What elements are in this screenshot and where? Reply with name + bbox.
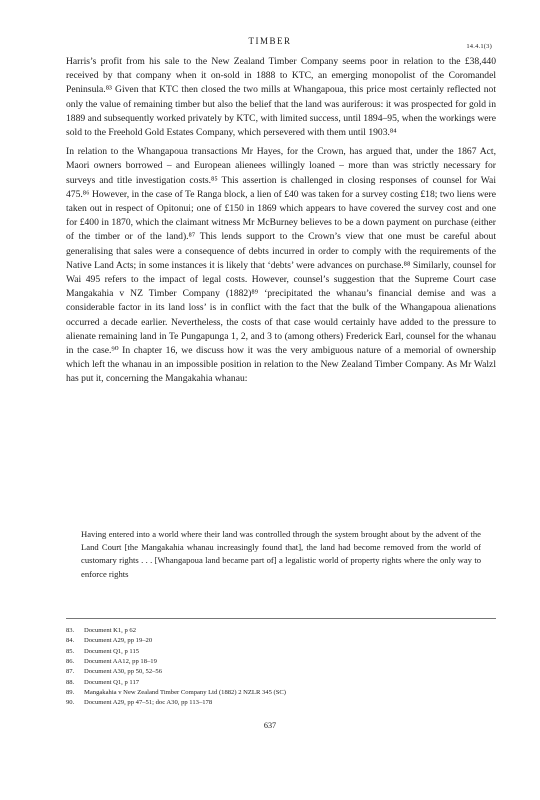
footnote-text: Document A30, pp 50, 52–56 [84,668,163,676]
paragraph: In relation to the Whangapoua transactions Mr Hayes, for the Crown, has argued that, under the 1867 Act, Maori owners borrowed – and European alienees willingly loaned – more than was strictly necessary for surveys and title investigation costs.⁸⁵ This assertion is challenged in closing responses of counsel for Wai 475.⁸⁶ However, in the case of Te Ranga block, a lien of £40 was taken for a survey costing £18; two liens were taken out in respect of Opitonui; one of £150 in 1869 which appears to have covered the survey cost and one for £400 in 1870, which the claimant witness Mr McBurney believes to be a down payment on purchase (either of the timber or of the land).⁸⁷ This lends support to the Crown’s view that one must be careful about generalising that sales were a consequence of debts incurred in order to comply with the requirements of the Native Land Acts; in some instances it is likely that ‘debts’ were advances on purchase.⁸⁸ Similarly, counsel for Wai 495 refers to the impact of legal costs. However, counsel’s suggestion that the Supreme Court case Mangakahia v NZ Timber Company (1882)⁸⁹ ‘precipitated the whanau’s financial demise and was a considerable factor in its land loss’ is in conflict with the fact that the bulk of the Whangapoua alienations occurred a decade earlier. Nevertheless, the costs of that case would certainly have added to the pressure to alienate remaining land in Te Pungapunga 1, 2, and 3 to (among others) Frederick Earl, counsel for the whanau in the case.⁹⁰ In chapter 16, we discuss how it was the very ambiguous nature of a memorial of ownership which left the whanau in an impossible position in relation to the New Zealand Timber Company. As Mr Walzl has put it, concerning the Mangakahia whanau: [66,146,496,385]
page-number: 637 [263,721,277,730]
footnote [66,667,496,677]
footnote [66,626,496,636]
footnote-number: 90. [66,699,75,707]
footnote [66,678,496,688]
footnote-number: 83. [66,627,75,634]
footnote-number: 86. [66,658,75,666]
footnote-divider [66,618,496,619]
block-quote [81,528,481,581]
footnote-text: Document AA12, pp 18–19 [84,658,157,666]
footnote [66,688,496,698]
paragraph: Harris’s profit from his sale to the New Zealand Timber Company seems poor in relation to the £38,440 received by that company when it on-sold in 1888 to KTC, an emerging monopolist of the Coromandel Peninsula.⁸³ Given that KTC then closed the two mills at Whangapoua, this price most certainly reflected not only the value of remaining timber but also the belief that the land was auriferous: it was prospected for gold in 1889 and subsequently worked privately by KTC, with limited success, until 1894–95, when the workings were sold to the Freehold Gold Estates Company, which persevered with them until 1903.⁸⁴ [66,56,496,139]
footnote-list [66,626,496,709]
section-number: 14.4.1(3) [466,43,492,50]
footnote-number: 85. [66,647,75,655]
footnote-text: Document Q1, p 115 [84,647,140,655]
footnote-text: Document Q1, p 117 [84,678,140,686]
footnote-text: Document K1, p 62 [84,627,137,634]
footnote-text: Document A29, pp 19–20 [84,637,153,645]
footnote-number: 88. [66,678,75,686]
body-text [66,55,496,387]
quote-text: Having entered into a world where their land was controlled through the system brought about by the advent of the Land Court [the Mangakahia whanau increasingly found that], the land had become removed from the world of customary rights . . . [Whangapoua land became part of] a legalistic world of property rights where the only way to enforce rights [81,529,481,579]
footnote-text: Document A29, pp 47–51; doc A30, pp 113–178 [84,699,213,707]
footnote [66,657,496,667]
running-head: TIMBER [248,36,292,46]
footnote [66,698,496,708]
footnote-text: Mangakahia v New Zealand Timber Company Ltd (1882) 2 NZLR 345 (SC) [84,689,286,697]
footnote-number: 87. [66,668,75,676]
footnote [66,636,496,646]
footnote [66,647,496,657]
footnote-number: 89. [66,689,75,697]
footnote-number: 84. [66,637,75,645]
